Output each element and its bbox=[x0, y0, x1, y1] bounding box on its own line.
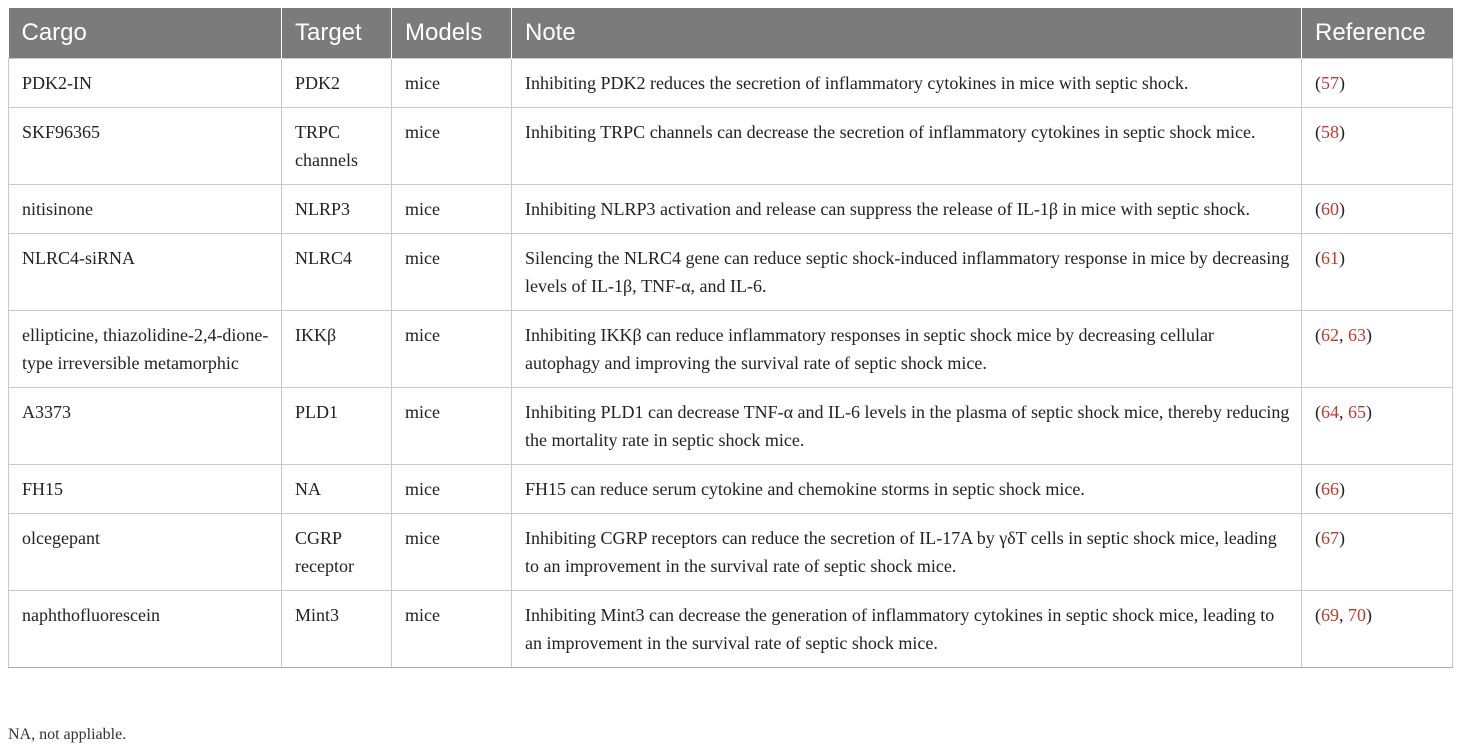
cell-reference: (60) bbox=[1302, 185, 1453, 234]
reference-link[interactable]: 58 bbox=[1321, 122, 1339, 142]
cell-models: mice bbox=[392, 311, 512, 388]
table-row bbox=[9, 465, 1453, 514]
reference-link[interactable]: 69 bbox=[1321, 605, 1339, 625]
cell-reference: (58) bbox=[1302, 108, 1453, 185]
table-row bbox=[9, 388, 1453, 465]
table-row bbox=[9, 591, 1453, 668]
reference-link[interactable]: 57 bbox=[1321, 73, 1339, 93]
reference-link[interactable]: 61 bbox=[1321, 248, 1339, 268]
cell-note: FH15 can reduce serum cytokine and chemokine storms in septic shock mice. bbox=[512, 465, 1302, 514]
cell-cargo: PDK2-IN bbox=[9, 59, 282, 108]
header-target: Target bbox=[282, 8, 392, 59]
cell-cargo: FH15 bbox=[9, 465, 282, 514]
header-cargo: Cargo bbox=[9, 8, 282, 59]
cell-reference: (57) bbox=[1302, 59, 1453, 108]
table-row bbox=[9, 59, 1453, 108]
reference-link[interactable]: 65 bbox=[1348, 402, 1366, 422]
cell-cargo: SKF96365 bbox=[9, 108, 282, 185]
cell-target: PLD1 bbox=[282, 388, 392, 465]
header-reference: Reference bbox=[1302, 8, 1453, 59]
cell-cargo: ellipticine, thiazolidine-2,4-dione-type irreversible metamorphic bbox=[9, 311, 282, 388]
reference-link[interactable]: 63 bbox=[1348, 325, 1366, 345]
cell-models: mice bbox=[392, 185, 512, 234]
cell-models: mice bbox=[392, 234, 512, 311]
table-row bbox=[9, 108, 1453, 185]
reference-link[interactable]: 62 bbox=[1321, 325, 1339, 345]
cell-models: mice bbox=[392, 465, 512, 514]
cell-note: Inhibiting PLD1 can decrease TNF-α and IL-6 levels in the plasma of septic shock mice, thereby reducing the mortality rate in septic shock mice. bbox=[512, 388, 1302, 465]
cell-target: TRPC channels bbox=[282, 108, 392, 185]
table-container bbox=[8, 8, 1452, 668]
cell-models: mice bbox=[392, 514, 512, 591]
header-row bbox=[9, 8, 1453, 59]
reference-link[interactable]: 64 bbox=[1321, 402, 1339, 422]
cell-reference: (62, 63) bbox=[1302, 311, 1453, 388]
header-models: Models bbox=[392, 8, 512, 59]
cell-models: mice bbox=[392, 591, 512, 668]
cell-reference: (66) bbox=[1302, 465, 1453, 514]
cell-cargo: nitisinone bbox=[9, 185, 282, 234]
table-body bbox=[9, 59, 1453, 668]
cell-reference: (61) bbox=[1302, 234, 1453, 311]
cell-note: Inhibiting TRPC channels can decrease the secretion of inflammatory cytokines in septic shock mice. bbox=[512, 108, 1302, 185]
cell-models: mice bbox=[392, 59, 512, 108]
reference-link[interactable]: 60 bbox=[1321, 199, 1339, 219]
cell-target: NA bbox=[282, 465, 392, 514]
cell-reference: (67) bbox=[1302, 514, 1453, 591]
table-row bbox=[9, 311, 1453, 388]
cell-cargo: olcegepant bbox=[9, 514, 282, 591]
cell-target: NLRP3 bbox=[282, 185, 392, 234]
cell-target: NLRC4 bbox=[282, 234, 392, 311]
cell-target: CGRP receptor bbox=[282, 514, 392, 591]
reference-link[interactable]: 66 bbox=[1321, 479, 1339, 499]
table-row bbox=[9, 234, 1453, 311]
cell-note: Inhibiting Mint3 can decrease the generation of inflammatory cytokines in septic shock mice, leading to an improvement in the survival rate of septic shock mice. bbox=[512, 591, 1302, 668]
cell-reference: (69, 70) bbox=[1302, 591, 1453, 668]
cell-models: mice bbox=[392, 108, 512, 185]
data-table bbox=[8, 8, 1453, 668]
cell-note: Silencing the NLRC4 gene can reduce septic shock-induced inflammatory response in mice by decreasing levels of IL-1β, TNF-α, and IL-6. bbox=[512, 234, 1302, 311]
cell-cargo: A3373 bbox=[9, 388, 282, 465]
header-note: Note bbox=[512, 8, 1302, 59]
table-row bbox=[9, 185, 1453, 234]
cell-note: Inhibiting IKKβ can reduce inflammatory responses in septic shock mice by decreasing cellular autophagy and improving the survival rate of septic shock mice. bbox=[512, 311, 1302, 388]
table-row bbox=[9, 514, 1453, 591]
cell-target: IKKβ bbox=[282, 311, 392, 388]
cell-cargo: naphthofluorescein bbox=[9, 591, 282, 668]
reference-link[interactable]: 67 bbox=[1321, 528, 1339, 548]
cell-models: mice bbox=[392, 388, 512, 465]
cell-target: Mint3 bbox=[282, 591, 392, 668]
cell-reference: (64, 65) bbox=[1302, 388, 1453, 465]
cell-note: Inhibiting PDK2 reduces the secretion of inflammatory cytokines in mice with septic shock. bbox=[512, 59, 1302, 108]
cell-cargo: NLRC4-siRNA bbox=[9, 234, 282, 311]
cell-note: Inhibiting CGRP receptors can reduce the secretion of IL-17A by γδT cells in septic shock mice, leading to an improvement in the survival rate of septic shock mice. bbox=[512, 514, 1302, 591]
cell-note: Inhibiting NLRP3 activation and release can suppress the release of IL-1β in mice with septic shock. bbox=[512, 185, 1302, 234]
cell-target: PDK2 bbox=[282, 59, 392, 108]
reference-link[interactable]: 70 bbox=[1348, 605, 1366, 625]
footnote: NA, not appliable. bbox=[8, 726, 127, 743]
